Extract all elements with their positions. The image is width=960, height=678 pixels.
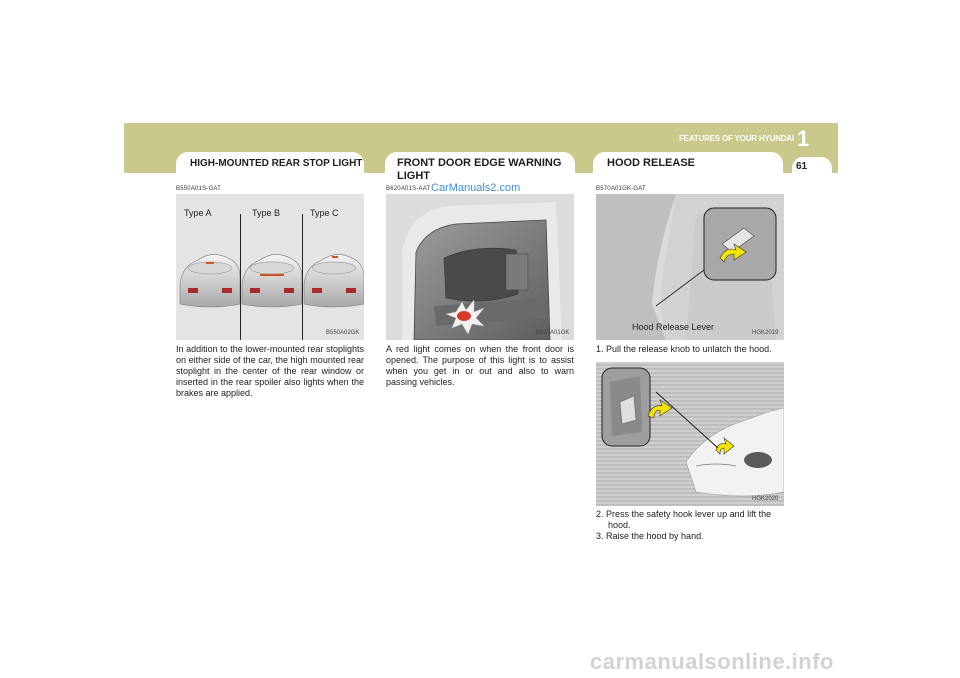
chapter-number: 1 bbox=[797, 126, 810, 151]
stoplight-figure bbox=[176, 194, 364, 340]
stoplight-figure-code: B550A02GK bbox=[326, 330, 360, 336]
hood-release-code: B570A01GK-GAT bbox=[596, 186, 646, 192]
hood-hook-figure bbox=[596, 362, 784, 506]
hood-lever-illustration bbox=[596, 194, 784, 340]
hood-lever-figure-code: HGK2019 bbox=[752, 330, 779, 336]
stoplight-title: HIGH-MOUNTED REAR STOP LIGHT bbox=[190, 158, 363, 169]
hood-lever-caption: Hood Release Lever bbox=[632, 322, 715, 332]
door-light-code: B620A01S-AAT bbox=[386, 186, 431, 192]
hood-hook-figure-code: HGK2020 bbox=[752, 496, 779, 502]
footer-watermark: carmanualsonline.info bbox=[590, 649, 834, 674]
door-figure-code: B620A01GK bbox=[536, 330, 570, 336]
section-heading-stoplight bbox=[176, 152, 364, 176]
hood-step-2: 2. Press the safety hook lever up and lift the hood. bbox=[596, 509, 772, 530]
stoplight-description: In addition to the lower-mounted rear stoplights on either side of the car, the high mounted rear stoplight in the center of the rear window or inserted in the rear spoiler also lights when the brakes are applied. bbox=[176, 344, 364, 398]
page-number-tab bbox=[792, 157, 832, 179]
divider-line bbox=[240, 214, 241, 340]
type-c-label: Type C bbox=[310, 208, 339, 218]
hood-step-3: 3. Raise the hood by hand. bbox=[596, 531, 704, 541]
hood-step-1: 1. Pull the release knob to unlatch the hood. bbox=[596, 344, 772, 354]
watermark-text: CarManuals2.com bbox=[431, 182, 521, 194]
type-b-label: Type B bbox=[252, 208, 281, 218]
stoplight-code: B550A01S-GAT bbox=[176, 186, 221, 192]
door-light-title: FRONT DOOR EDGE WARNING LIGHT bbox=[397, 157, 562, 182]
chapter-title: FEATURES OF YOUR HYUNDAI bbox=[679, 134, 794, 143]
door-figure bbox=[386, 194, 574, 340]
section-heading-hood-release bbox=[593, 152, 783, 176]
door-illustration bbox=[386, 194, 574, 340]
hood-steps-list bbox=[596, 509, 786, 542]
page-number: 61 bbox=[796, 161, 808, 172]
section-heading-door-light bbox=[385, 152, 575, 180]
hood-release-title: HOOD RELEASE bbox=[607, 157, 696, 169]
hood-hook-illustration bbox=[596, 362, 784, 506]
divider-line bbox=[302, 214, 303, 340]
door-light-description: A red light comes on when the front door is opened. The purpose of this light is to assist when you get in or out and also to warn passing vehicles. bbox=[386, 344, 574, 387]
hood-lever-figure bbox=[596, 194, 784, 340]
type-a-label: Type A bbox=[184, 208, 212, 218]
